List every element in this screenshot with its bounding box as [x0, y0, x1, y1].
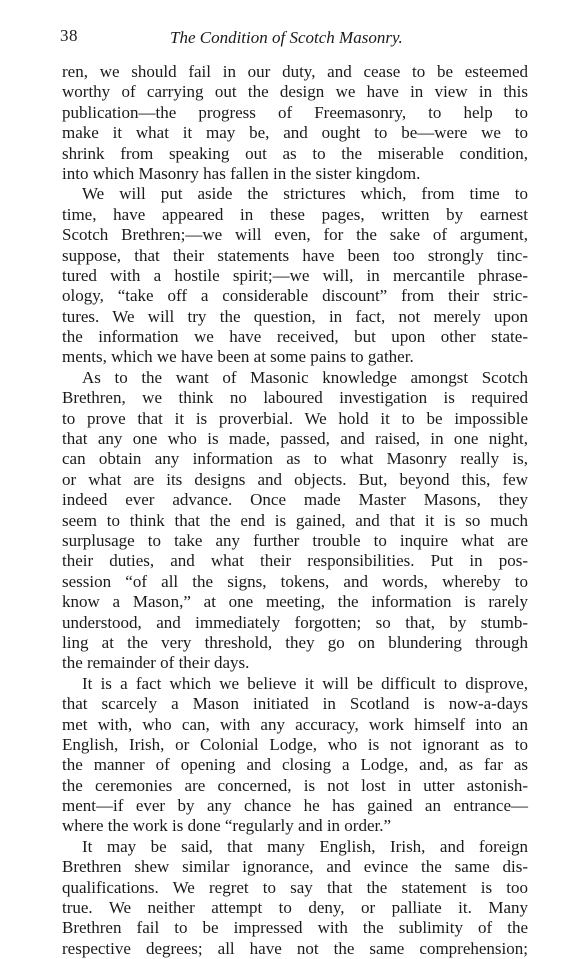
text-line: ling at the very threshold, they go on blundering through — [62, 632, 528, 652]
text-line: As to the want of Masonic knowledge amongst Scotch — [82, 367, 528, 387]
text-line: true. We neither attempt to deny, or palliate it. Many — [62, 898, 528, 918]
text-line: surplusage to take any further trouble to inquire what are — [62, 530, 528, 550]
text-line: tured with a hostile spirit;—we will, in mercantile phrase- — [62, 265, 528, 285]
text-line: seem to think that the end is gained, and that it is so much — [62, 510, 528, 530]
text-line: qualifications. We regret to say that the statement is too — [62, 877, 528, 897]
text-line: Brethren, we think no laboured investigation is required — [62, 388, 528, 408]
text-line: suppose, that their statements have been too strongly tinc- — [62, 245, 528, 265]
text-line: shrink from speaking out as to the miserable condition, — [62, 143, 528, 163]
text-line: know a Mason,” at one meeting, the information is rarely — [62, 592, 528, 612]
text-line: into which Masonry has fallen in the sister kingdom. — [62, 163, 421, 183]
text-line: We will put aside the strictures which, from time to — [82, 184, 528, 204]
text-line: the ceremonies are concerned, is not lost in utter astonish- — [62, 775, 528, 795]
text-line: that scarcely a Mason initiated in Scotland is now-a-days — [62, 694, 528, 714]
text-line: Brethren fail to be impressed with the sublimity of the — [62, 918, 528, 938]
text-line: ment—if ever by any chance he has gained an entrance— — [62, 796, 528, 816]
page-header — [60, 26, 530, 54]
text-line: the manner of opening and closing a Lodge, and, as far as — [62, 755, 528, 775]
text-line: the information we have received, but upon other state- — [62, 327, 528, 347]
text-line: ren, we should fail in our duty, and cease to be esteemed — [62, 62, 528, 81]
text-line: make it what it may be, and ought to be—were we to — [62, 123, 528, 143]
text-line: English, Irish, or Colonial Lodge, who is not ignorant as to — [62, 734, 528, 754]
text-line: worthy of carrying out the design we have in view in this — [62, 82, 528, 102]
text-line: Brethren shew similar ignorance, and evince the same dis- — [62, 857, 528, 877]
text-line: respective degrees; all have not the same comprehension; — [62, 938, 528, 958]
text-line: It is a fact which we believe it will be difficult to disprove, — [82, 673, 528, 693]
text-line: session “of all the signs, tokens, and words, whereby to — [62, 571, 528, 591]
text-line: ology, “take off a considerable discount” from their stric- — [62, 286, 528, 306]
text-line: indeed ever advance. Once made Master Masons, they — [62, 490, 528, 510]
text-line: to prove that it is proverbial. We hold it to be impossible — [62, 408, 528, 428]
text-line: that any one who is made, passed, and raised, in one night, — [62, 429, 528, 449]
text-line: where the work is done “regularly and in order.” — [62, 816, 392, 836]
running-title: The Condition of Scotch Masonry. — [170, 28, 403, 47]
text-line: or what are its designs and objects. But, beyond this, few — [62, 469, 528, 489]
text-line: met with, who can, with any accuracy, work himself into an — [62, 714, 528, 734]
text-line: time, have appeared in these pages, written by earnest — [62, 204, 528, 224]
text-line: their duties, and what their responsibilities. Put in pos- — [62, 551, 528, 571]
body-text — [62, 62, 528, 959]
text-line: can obtain any information as to what Masonry really is, — [62, 449, 528, 469]
page-number: 38 — [60, 26, 78, 45]
text-line: Scotch Brethren;—we will even, for the sake of argument, — [62, 225, 528, 245]
text-line: the remainder of their days. — [62, 653, 250, 673]
text-line: It may be said, that many English, Irish, and foreign — [82, 836, 528, 856]
text-line: tures. We will try the question, in fact, not merely upon — [62, 306, 528, 326]
text-line: ments, which we have been at some pains to gather. — [62, 347, 414, 367]
text-line: publication—the progress of Freemasonry, to help to — [62, 102, 528, 122]
text-line: understood, and immediately forgotten; so that, by stumb- — [62, 612, 528, 632]
